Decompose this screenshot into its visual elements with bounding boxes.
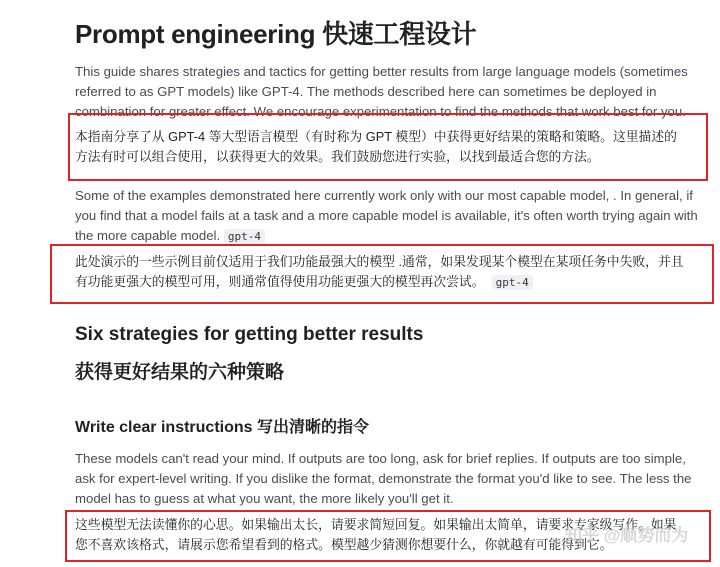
strategies-heading-chinese: 获得更好结果的六种策略	[75, 362, 285, 383]
model-code-tag: gpt-4	[492, 275, 533, 290]
examples-chinese-line-text: 有功能更强大的模型可用，则通常值得使用功能更强大的模型再次尝试。	[75, 274, 485, 289]
instructions-chinese-line: 这些模型无法读懂你的心思。如果输出太长，请要求简短回复。如果输出太简单，请要求专家级写作。如果	[75, 517, 677, 532]
examples-english-line: Some of the examples demonstrated here currently work only with our most capable model, . In general, if	[75, 188, 693, 203]
instructions-english-line: ask for expert-level writing. If you dislike the format, demonstrate the format you'd like to see. The less the	[75, 471, 692, 486]
intro-chinese-line: 方法有时可以组合使用，以获得更大的效果。我们鼓励您进行实验，以找到最适合您的方法。	[75, 149, 600, 164]
instructions-english-paragraph	[75, 449, 700, 509]
instructions-english-line: These models can't read your mind. If outputs are too long, ask for brief replies. If outputs are too simple,	[75, 451, 686, 466]
instructions-chinese-line: 您不喜欢该格式，请展示您希望看到的格式。模型越少猜测你想要什么，你就越有可能得到它。	[75, 537, 613, 552]
intro-chinese-line: 本指南分享了从 GPT-4 等大型语言模型（有时称为 GPT 模型）中获得更好结果的策略和策略。这里描述的	[75, 129, 677, 144]
intro-chinese-paragraph	[75, 127, 700, 167]
examples-english-paragraph	[75, 186, 700, 247]
examples-english-line-text: the more capable model.	[75, 228, 221, 243]
section-heading: Write clear instructions 写出清晰的指令	[75, 419, 369, 436]
intro-english-line: This guide shares strategies and tactics for getting better results from large language models (sometimes	[75, 64, 688, 79]
instructions-english-line: model has to guess at what you want, the more likely you'll get it.	[75, 491, 454, 506]
zhihu-watermark: 知乎 @顺势而为	[565, 526, 689, 545]
model-code-tag: gpt-4	[224, 229, 265, 244]
examples-chinese-paragraph	[75, 252, 700, 293]
examples-english-line: you find that a model fails at a task and a more capable model is available, it's often worth trying again with	[75, 208, 698, 223]
page-title: Prompt engineering 快速工程设计	[75, 19, 477, 49]
examples-chinese-line	[75, 272, 700, 293]
intro-english-line: referred to as GPT models) like GPT-4. The methods described here can sometimes be deployed in	[75, 84, 657, 99]
strategies-heading-english: Six strategies for getting better results	[75, 324, 424, 345]
intro-english-line: combination for greater effect. We encourage experimentation to find the methods that work best for you.	[75, 104, 686, 119]
examples-chinese-line: 此处演示的一些示例目前仅适用于我们功能最强大的模型 .通常，如果发现某个模型在某项任务中失败，并且	[75, 254, 684, 269]
